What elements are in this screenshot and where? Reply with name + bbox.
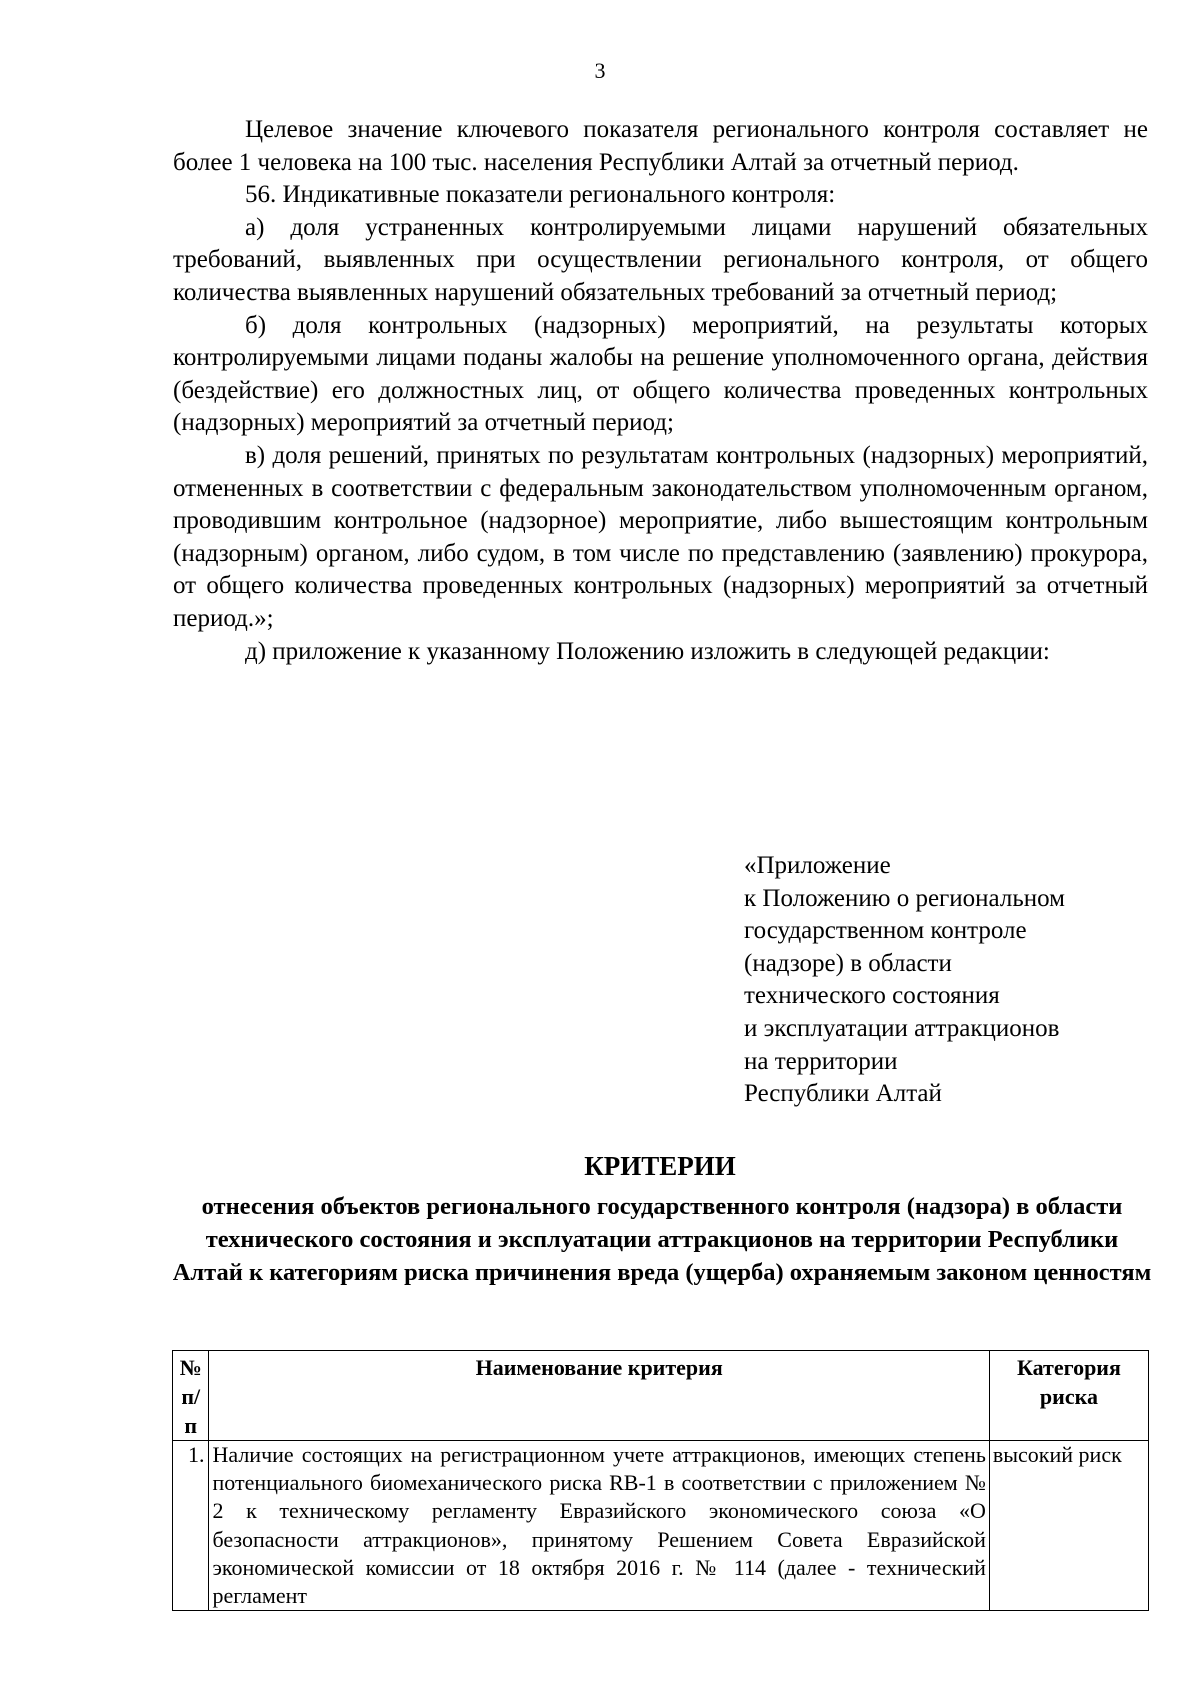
page-number: 3	[594, 58, 606, 83]
row-criterion-name: Наличие состоящих на регистрационном учете аттракционов, имеющих степень потенциального биомеханического риска RB-1 в соответствии с приложением № 2 к техническому регламенту Евразийского экономического союза «О безопасности аттракционов», принятому Решением Совета Евразийской экономической комиссии от 18 октября 2016 г. № 114 (далее - технический регламент	[209, 1441, 989, 1611]
paragraph-item-a: а) доля устраненных контролируемыми лицами нарушений обязательных требований, выявленных при осуществлении регионального контроля, от общего количества выявленных нарушений обязательных требований за отчетный период;	[173, 213, 1148, 306]
criteria-subtitle: отнесения объектов регионального государственного контроля (надзора) в области технического состояния и эксплуатации аттракционов на территории Республики Алтай к категориям риска причинения вреда (ущерба) охраняемым законом ценностям	[172, 1193, 1152, 1286]
criteria-table	[172, 1350, 1149, 1611]
appendix-line: технического состояния	[744, 982, 1000, 1010]
header-criterion-name: Наименование критерия	[209, 1351, 989, 1441]
paragraph-item-b: б) доля контрольных (надзорных) мероприятий, на результаты которых контролируемыми лицами поданы жалобы на решение уполномоченного органа, действия (бездействие) его должностных лиц, от общего количества проведенных контрольных (надзорных) мероприятий за отчетный период;	[173, 311, 1148, 437]
paragraph-target-value: Целевое значение ключевого показателя регионального контроля составляет не более 1 человека на 100 тыс. населения Республики Алтай за отчетный период.	[173, 116, 1148, 176]
header-risk-category: Категория риска	[989, 1351, 1148, 1441]
appendix-line: на территории	[744, 1047, 898, 1075]
appendix-line: «Приложение	[744, 852, 891, 879]
paragraph-indicative-heading: 56. Индикативные показатели регионального контроля:	[245, 181, 836, 209]
appendix-line: к Положению о региональном	[744, 884, 1065, 912]
table-row	[173, 1441, 1149, 1611]
row-number: 1.	[173, 1441, 209, 1611]
row-risk-category: высокий риск	[989, 1441, 1148, 1611]
body-text	[173, 114, 1148, 668]
paragraph-item-d: д) приложение к указанному Положению изложить в следующей редакции:	[245, 637, 1050, 665]
appendix-header	[744, 850, 1144, 1111]
appendix-line: государственном контроле	[744, 917, 1027, 945]
criteria-title: КРИТЕРИИ	[584, 1151, 736, 1181]
appendix-line: и эксплуатации аттракционов	[744, 1014, 1060, 1042]
appendix-line: (надзоре) в области	[744, 949, 952, 977]
header-number: № п/п	[173, 1351, 209, 1441]
table-header-row	[173, 1351, 1149, 1441]
appendix-line: Республики Алтай	[744, 1080, 942, 1108]
paragraph-item-v: в) доля решений, принятых по результатам контрольных (надзорных) мероприятий, отмененных в соответствии с федеральным законодательством уполномоченным органом, проводившим контрольное (надзорное) мероприятие, либо вышестоящим контрольным (надзорным) органом, либо судом, в том числе по представлению (заявлению) прокурора, от общего количества проведенных контрольных (надзорных) мероприятий за отчетный период.»;	[173, 441, 1148, 632]
